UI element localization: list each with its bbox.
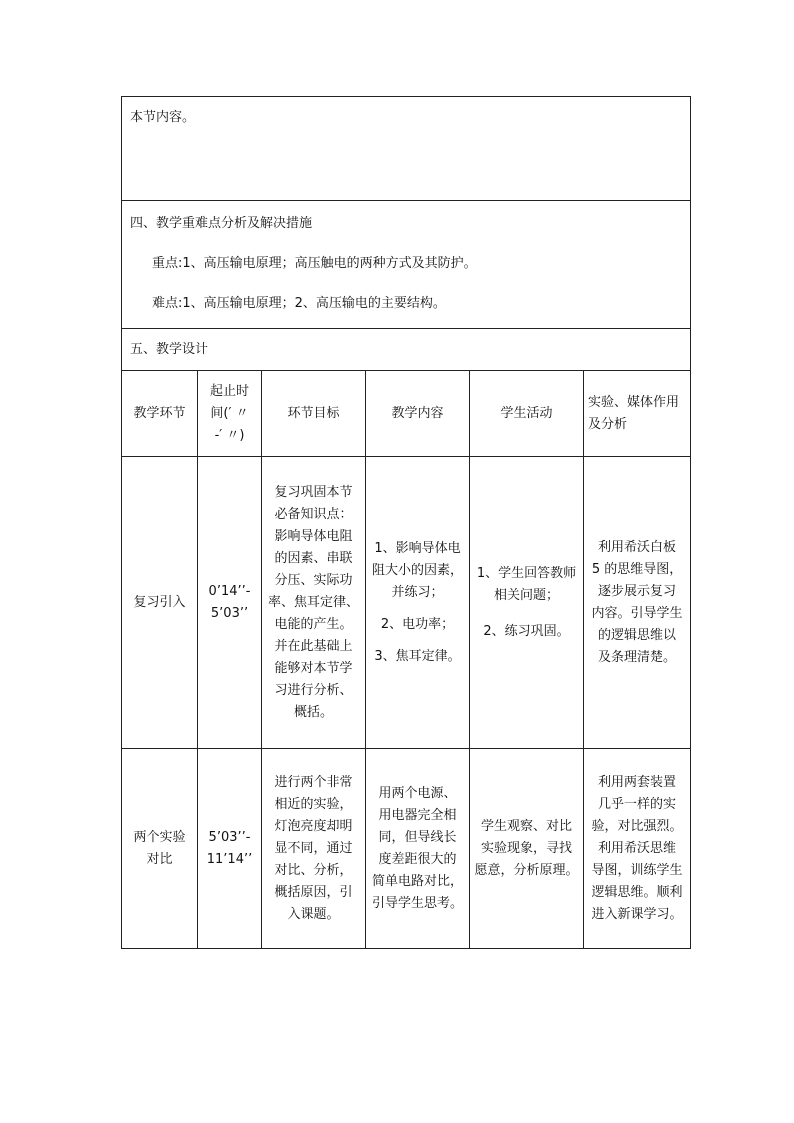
header-content: 教学内容 [366, 371, 470, 457]
header-goal: 环节目标 [262, 371, 366, 457]
row1-time: 0’14’’- 5’03’’ [198, 457, 262, 749]
header-activity: 学生活动 [470, 371, 584, 457]
row2-time: 5’03’’- 11’14’’ [198, 749, 262, 949]
table-row [122, 457, 691, 749]
content-summary-cell [122, 97, 691, 201]
design-title-cell [122, 329, 691, 371]
difficult-point-text: 难点:1、高压输电原理；2、高压输电的主要结构。 [152, 296, 446, 311]
row2-media: 利用两套装置 几乎一样的实 验，对比强烈。 利用希沃思维 导图，训练学生 逻辑思维。顺利 进入新课学习。 [584, 749, 691, 949]
section-five-title: 五、教学设计 [130, 341, 209, 357]
row2-content: 用两个电源、 用电器完全相 同，但导线长 度差距很大的 简单电路对比， 引导学生思考。 [366, 749, 470, 949]
row1-goal: 复习巩固本节 必备知识点： 影响导体电阻 的因素、串联 分压、实际功 率、焦耳定律、 电能的产生。 并在此基础上 能够对本节学 习进行分析、 概括。 [262, 457, 366, 749]
content-summary-text: 本节内容。 [130, 110, 196, 125]
key-point-text: 重点:1、高压输电原理；高压触电的两种方式及其防护。 [152, 256, 477, 271]
table-header-row [122, 371, 691, 457]
content-summary-row [122, 97, 691, 201]
row1-media: 利用希沃白板 5 的思维导图， 逐步展示复习 内容。引导学生 的逻辑思维以 及条理清楚。 [584, 457, 691, 749]
lesson-plan-table [121, 96, 691, 949]
key-points-cell [122, 201, 691, 329]
header-time: 起止时 间(′ 〃 -′ 〃) [198, 371, 262, 457]
header-stage: 教学环节 [122, 371, 198, 457]
row1-activity: 1、学生回答教师 相关问题； 2、练习巩固。 [470, 457, 584, 749]
header-media: 实验、媒体作用 及分析 [584, 371, 691, 457]
section-four-title: 四、教学重难点分析及解决措施 [130, 216, 313, 231]
key-points-row [122, 201, 691, 329]
design-title-row [122, 329, 691, 371]
table-row [122, 749, 691, 949]
row1-stage: 复习引入 [122, 457, 198, 749]
row2-stage: 两个实验 对比 [122, 749, 198, 949]
row2-activity: 学生观察、对比 实验现象，寻找 愿意，分析原理。 [470, 749, 584, 949]
row1-content: 1、影响导体电 阻大小的因素， 并练习； 2、电功率； 3、焦耳定律。 [366, 457, 470, 749]
row2-goal: 进行两个非常 相近的实验， 灯泡亮度却明 显不同，通过 对比、分析， 概括原因，引 入课题。 [262, 749, 366, 949]
